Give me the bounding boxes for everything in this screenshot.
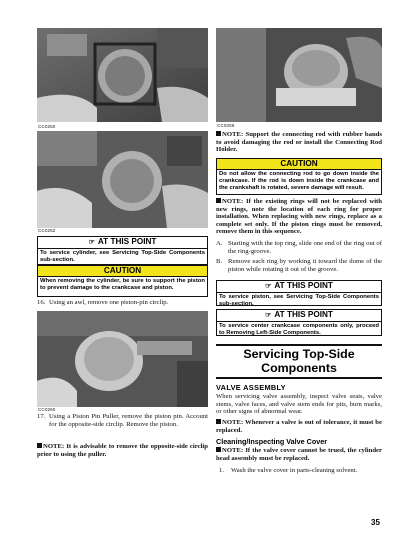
at-this-point-box-right-1	[216, 280, 382, 306]
caution-text: When removing the cylinder, be sure to support the piston to prevent damage to the crankcase and piston.	[40, 278, 205, 292]
valve-assembly-heading: VALVE ASSEMBLY	[216, 383, 286, 392]
step-b: B. Remove each ring by working it toward the dome of the piston while rotating it out of the groove.	[216, 258, 382, 273]
at-this-point-text: To service center crankcase components only, proceed to Removing Left-Side Components.	[219, 323, 379, 337]
photo-piston-exposed	[37, 131, 208, 228]
caution-box	[37, 265, 208, 297]
at-this-point-box	[37, 236, 208, 265]
photo-piston-pin-puller	[37, 311, 208, 407]
caution-heading: CAUTION	[38, 266, 207, 277]
valve-assembly-text: When servicing valve assembly, inspect valve seats, valve stems, valve faces, and valve stem ends for pits, burn marks, or other signs of abnormal wear.	[216, 393, 382, 416]
square-bullet-icon	[216, 419, 221, 424]
square-bullet-icon	[216, 447, 221, 452]
at-this-point-text: To service cylinder, see Servicing Top-Side Components sub-section.	[40, 250, 205, 264]
figure-id: CC0259	[217, 123, 235, 128]
photo-piston-rings	[216, 28, 382, 122]
pointing-hand-icon: ☞	[88, 239, 95, 246]
caution-heading: CAUTION	[217, 159, 381, 170]
cleaning-valve-cover-heading: Cleaning/Inspecting Valve Cover	[216, 437, 328, 446]
caution-text: Do not allow the connecting rod to go down inside the crankcase. If the rod is down inside the crankcase and the crankshaft is rotated, severe damage will result.	[219, 171, 379, 192]
step-16: 16. Using an awl, remove one piston-pin circlip.	[37, 299, 169, 306]
square-bullet-icon	[216, 198, 221, 203]
figure-id: CC0250	[38, 124, 56, 129]
note-connecting-rod: NOTE: Support the connecting rod with rubber bands to avoid damaging the rod or install the Connecting Rod Holder.	[216, 131, 382, 154]
step-a: A. Starting with the top ring, slide one end of the ring out of the ring-groove.	[216, 240, 382, 255]
pointing-hand-icon: ☞	[265, 283, 272, 290]
note-valve-cover: NOTE: If the valve cover cannot be trued, the cylinder head assembly must be replaced.	[216, 447, 382, 462]
section-rule-bottom	[216, 377, 382, 379]
at-this-point-heading: ☞ AT THIS POINT	[217, 310, 381, 322]
at-this-point-heading: ☞ AT THIS POINT	[38, 237, 207, 249]
section-title: Servicing Top-Side Components	[243, 347, 355, 375]
note-valve-tolerance: NOTE: Whenever a valve is out of tolerance, it must be replaced.	[216, 419, 382, 434]
square-bullet-icon	[37, 443, 42, 448]
figure-id: CC0260	[38, 407, 56, 412]
square-bullet-icon	[216, 131, 221, 136]
section-rule-top	[216, 344, 382, 346]
caution-box-right	[216, 158, 382, 195]
at-this-point-box-right-2	[216, 309, 382, 336]
step-17: 17. Using a Piston Pin Puller, remove the piston pin. Account for the opposite-side circlip. Remove the piston.	[37, 413, 208, 428]
figure-id: CC0252	[38, 228, 56, 233]
photo-cylinder-removal	[37, 28, 208, 122]
note-piston-rings: NOTE: If the existing rings will not be replaced with new rings, note the location of each ring for proper installation. When replacing with new rings, replace as a complete set only. If the piston rings must be removed, remove them in this sequence.	[216, 198, 382, 236]
at-this-point-heading: ☞ AT THIS POINT	[217, 281, 381, 293]
at-this-point-text: To service piston, see Servicing Top-Side Components sub-section.	[219, 294, 379, 308]
note-circlip: NOTE: It is advisable to remove the opposite-side circlip prior to using the puller.	[37, 443, 208, 458]
step-1: 1. Wash the valve cover in parts-cleaning solvent.	[219, 467, 358, 474]
pointing-hand-icon: ☞	[265, 312, 272, 319]
page-number: 35	[371, 518, 380, 527]
